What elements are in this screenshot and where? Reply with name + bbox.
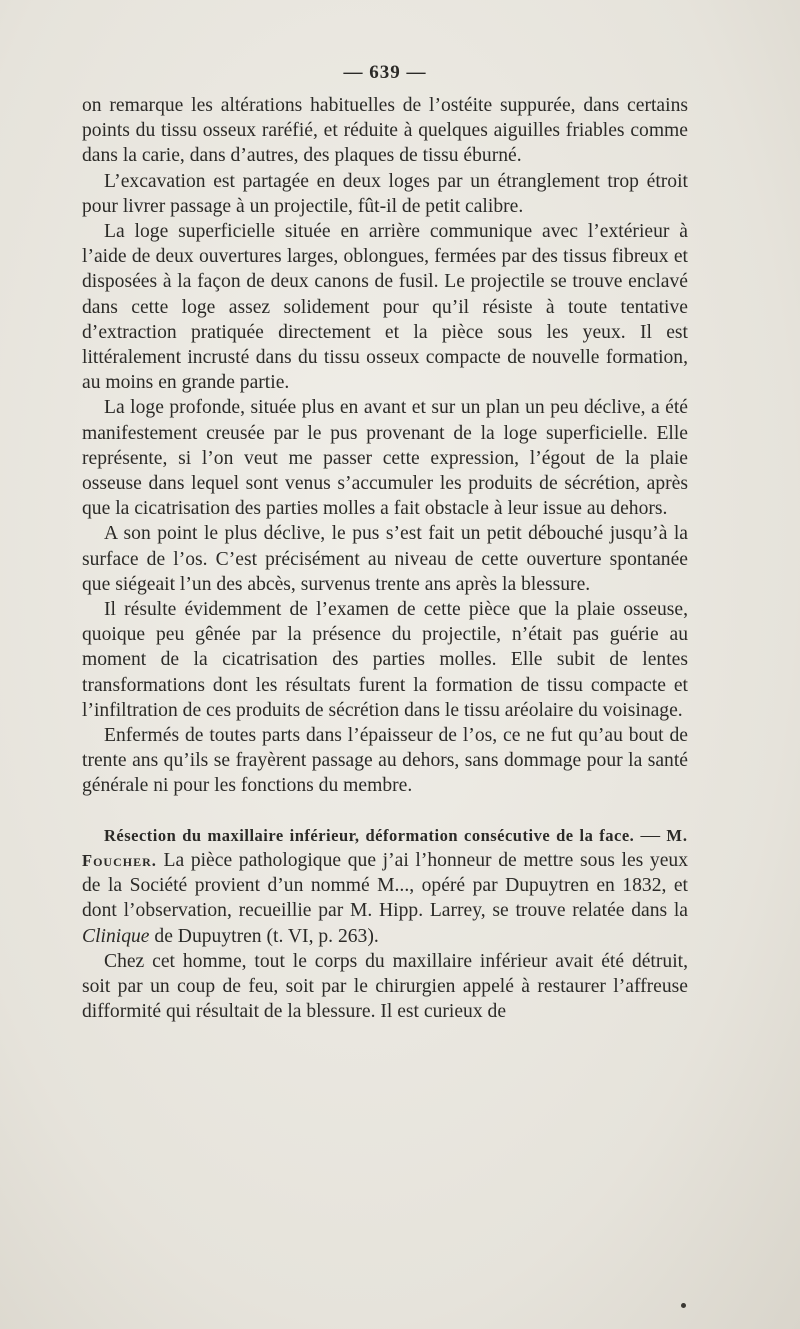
paragraph: A son point le plus déclive, le pus s’est fait un petit débouché jusqu’à la surface de l’os. C’est précisément au niveau de cette ouverture spontanée que siégeait l’un des abcès, survenus trente ans après la blessure. [82, 523, 688, 595]
section-author: M. Foucher. [82, 825, 689, 870]
paragraph: Chez cet homme, tout le corps du maxillaire inférieur avait été détruit, soit par un coup de feu, soit par le chirurgien appelé à restaurer l’affreuse difformité qui résultait de la blessure. Il est curieux de [82, 950, 688, 1023]
paragraph: Enfermés de toutes parts dans l’épaisseur de l’os, ce ne fut qu’au bout de trente ans qu’ils se frayèrent passage au dehors, sans dommage pour la santé générale ni pour les fonctions du membre. [82, 725, 688, 797]
section-heading: Résection du maxillaire inférieur, déformation consécutive de la face. [104, 825, 635, 845]
paragraph: La loge profonde, située plus en avant et sur un plan un peu déclive, a été manifestement creusée par le pus provenant de la loge superficielle. Elle représente, si l’on veut me passer cette expression, l’égout de la plaie osseuse dans lequel sont venus s’accumuler les produits de sécrétion, après que la cicatrisation des parties molles a fait obstacle à leur issue au dehors. [82, 397, 688, 520]
paragraph-continuation: on remarque les altérations habituelles de l’ostéite suppurée, dans certains points du tissu osseux raréfié, et réduite à quelques aiguilles friables comme dans la carie, dans d’autres, des plaques de tissu éburné. [82, 95, 688, 167]
section-text: La pièce pathologique que j’ai l’honneur de mettre sous les yeux de la Société provient d’un nommé M..., opéré par Dupuytren en 1832, et dont l’observation, recueillie par M. Hipp. Larrey, se trouve relatée dans la [82, 849, 688, 922]
paragraph: L’excavation est partagée en deux loges par un étranglement trop étroit pour livrer passage à un projectile, fût-il de petit calibre. [82, 170, 688, 217]
paragraph: Il résulte évidemment de l’examen de cette pièce que la plaie osseuse, quoique peu gênée par la présence du projectile, n’était pas guérie au moment de la cicatrisation des parties molles. Elle subit de lentes transformations dont les résultats furent la formation de tissu compacte et l’infiltration de ces produits de sécrétion dans le tissu aréolaire du voisinage. [82, 599, 688, 721]
book-title: Clinique [82, 925, 150, 947]
body-text [82, 93, 688, 1024]
ink-speck [681, 1303, 686, 1308]
paragraph: La loge superficielle située en arrière communique avec l’extérieur à l’aide de deux ouvertures larges, oblongues, fermées par des tissus fibreux et disposées à la façon de deux canons de fusil. Le projectile se trouve enclavé dans cette loge assez solidement pour qu’il résiste à toute tentative d’extraction pratiquée directement et la pièce sous les yeux. Il est littéralement incrusté dans du tissu osseux compacte de nouvelle formation, au moins en grande partie. [82, 221, 688, 394]
section-text-end: de Dupuytren (t. VI, p. 263). [149, 925, 379, 947]
page-number: — 639 — [343, 62, 427, 83]
section-spacer [82, 799, 688, 823]
heading-dash: — [634, 824, 667, 846]
section-paragraph [82, 823, 688, 949]
